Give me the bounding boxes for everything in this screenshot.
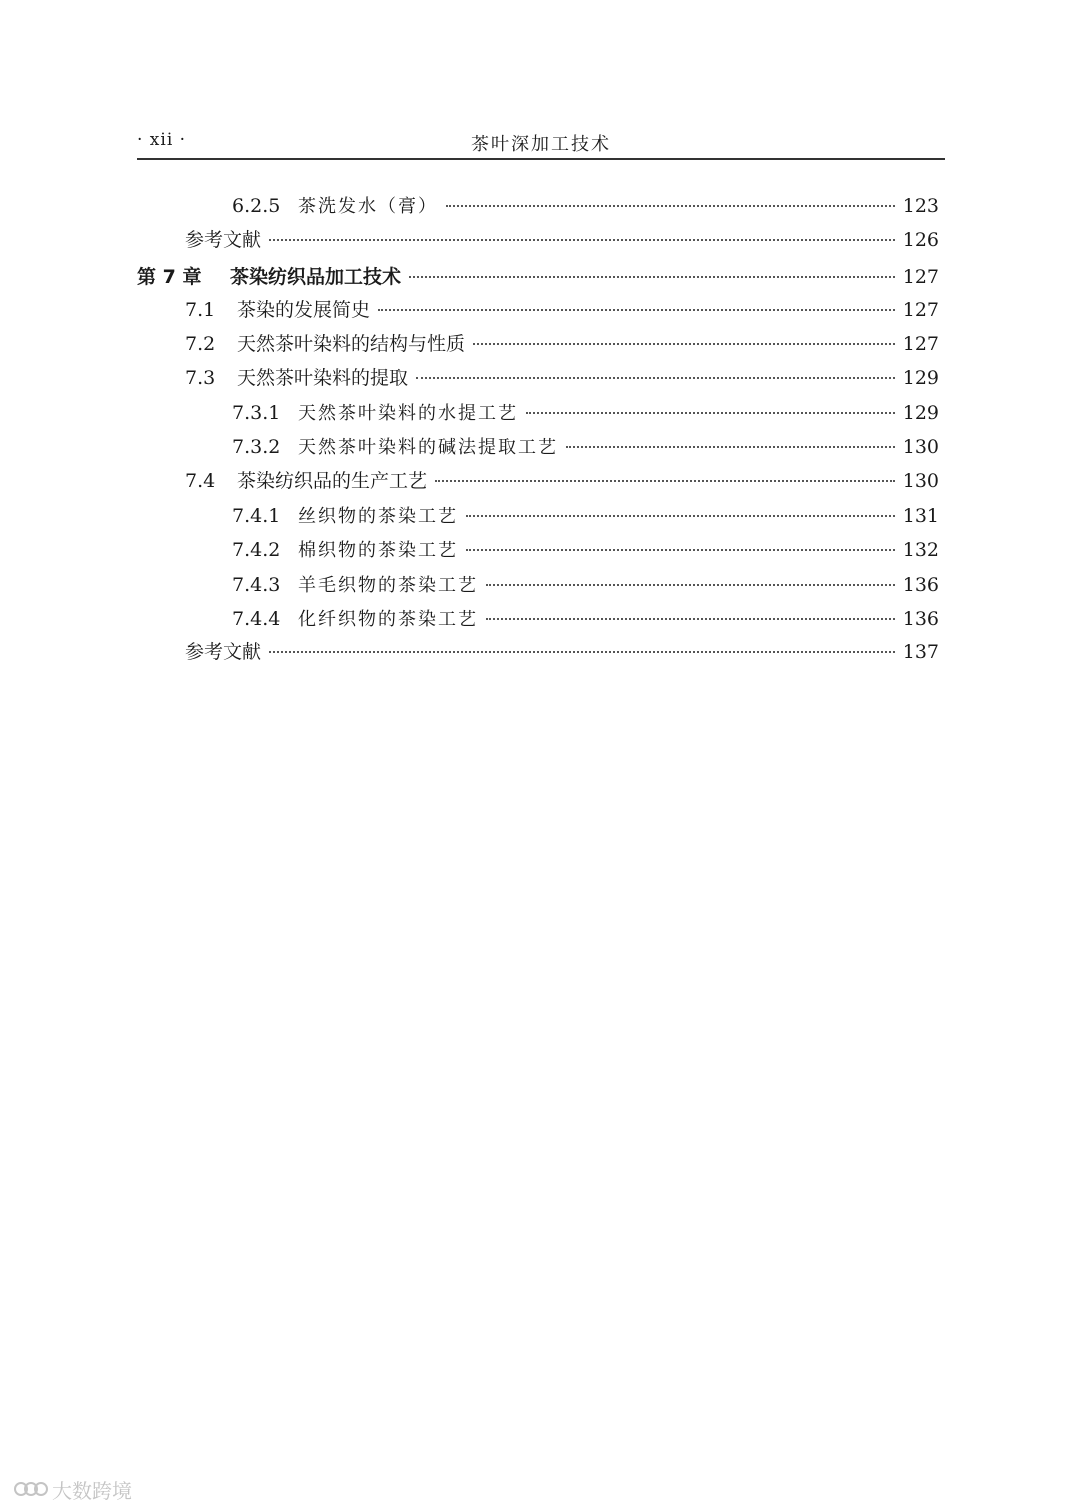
toc-entry-references[interactable] <box>137 225 939 252</box>
leader-dots <box>486 618 895 620</box>
toc-entry-number: 7.4 <box>185 470 216 492</box>
toc-entry-number: 6.2.5 <box>232 195 281 217</box>
toc-entry-page: 123 <box>902 195 939 217</box>
leader-dots <box>416 377 895 379</box>
toc-entry-page: 132 <box>902 539 939 561</box>
toc-entry-7-3-1[interactable] <box>137 399 939 425</box>
leader-dots <box>566 446 895 448</box>
toc-entry-chapter-7[interactable] <box>137 262 939 289</box>
leader-dots <box>269 651 895 653</box>
toc-entry-page: 127 <box>902 333 939 355</box>
toc-entry-7-3-2[interactable] <box>137 433 939 459</box>
toc-entry-title: 丝织物的茶染工艺 <box>298 506 458 527</box>
leader-dots <box>466 549 895 551</box>
leader-dots <box>486 584 895 586</box>
toc-entry-number: 第 7 章 <box>137 266 202 288</box>
toc-entry-title: 天然茶叶染料的碱法提取工艺 <box>298 437 558 458</box>
toc-entry-page: 131 <box>902 505 939 527</box>
toc-entry-title: 天然茶叶染料的水提工艺 <box>298 403 518 424</box>
toc-entry-number: 7.4.1 <box>232 505 281 527</box>
toc-entry-title: 天然茶叶染料的结构与性质 <box>237 333 466 355</box>
header-page-number: · xii · <box>137 130 187 150</box>
toc-entry-7-4[interactable] <box>137 466 939 493</box>
leader-dots <box>378 309 895 311</box>
toc-entry-number: 7.1 <box>185 299 216 321</box>
toc-entry-title: 茶染的发展简史 <box>237 299 371 321</box>
toc-entry-number: 7.3.2 <box>232 436 281 458</box>
leader-dots <box>466 515 895 517</box>
leader-dots <box>435 480 895 482</box>
toc-entry-number: 7.4.4 <box>232 608 281 630</box>
toc-entry-page: 137 <box>902 641 939 663</box>
toc-entry-references[interactable] <box>137 637 939 664</box>
leader-dots <box>526 412 895 414</box>
toc-entry-title: 参考文献 <box>185 641 262 663</box>
toc-entry-number: 7.4.2 <box>232 539 281 561</box>
toc-entry-page: 130 <box>902 470 939 492</box>
toc-entry-page: 136 <box>902 574 939 596</box>
leader-dots <box>446 205 895 207</box>
toc-entry-page: 126 <box>902 229 939 251</box>
header-book-title: 茶叶深加工技术 <box>471 134 611 155</box>
leader-dots <box>409 276 895 278</box>
toc-entry-number: 7.2 <box>185 333 216 355</box>
toc-entry-page: 129 <box>902 367 939 389</box>
toc-entry-page: 136 <box>902 608 939 630</box>
leader-dots <box>269 239 895 241</box>
toc-entry-title: 棉织物的茶染工艺 <box>298 540 458 561</box>
toc-entry-title: 茶染纺织品的生产工艺 <box>237 470 428 492</box>
toc-entry-7-4-3[interactable] <box>137 571 939 597</box>
toc-entry-title: 天然茶叶染料的提取 <box>237 367 409 389</box>
toc-entry-page: 127 <box>902 266 939 288</box>
toc-entry-number: 7.3 <box>185 367 216 389</box>
toc-entry-7-4-4[interactable] <box>137 605 939 631</box>
toc-entry-title: 参考文献 <box>185 229 262 251</box>
toc-entry-7-4-1[interactable] <box>137 502 939 528</box>
leader-dots <box>473 343 895 345</box>
running-header <box>137 128 945 158</box>
toc-entry-title: 羊毛织物的茶染工艺 <box>298 575 478 596</box>
toc-entry-page: 130 <box>902 436 939 458</box>
toc-entry-7-2[interactable] <box>137 329 939 356</box>
toc-entry-6-2-5[interactable] <box>137 192 939 218</box>
toc-entry-7-4-2[interactable] <box>137 536 939 562</box>
toc-entry-number: 7.4.3 <box>232 574 281 596</box>
toc-entry-page: 129 <box>902 402 939 424</box>
brand-logo-icon <box>14 1478 48 1500</box>
toc-entry-title: 化纤织物的茶染工艺 <box>298 609 478 630</box>
toc-entry-title: 茶染纺织品加工技术 <box>230 266 402 288</box>
toc-entry-7-3[interactable] <box>137 363 939 390</box>
toc-entry-number: 7.3.1 <box>232 402 281 424</box>
toc-entry-title: 茶洗发水（膏） <box>298 196 438 217</box>
toc-entry-page: 127 <box>902 299 939 321</box>
toc-entry-7-1[interactable] <box>137 295 939 322</box>
header-rule <box>137 158 945 160</box>
watermark-text: 大数跨境 <box>52 1478 132 1503</box>
watermark <box>14 1476 132 1502</box>
